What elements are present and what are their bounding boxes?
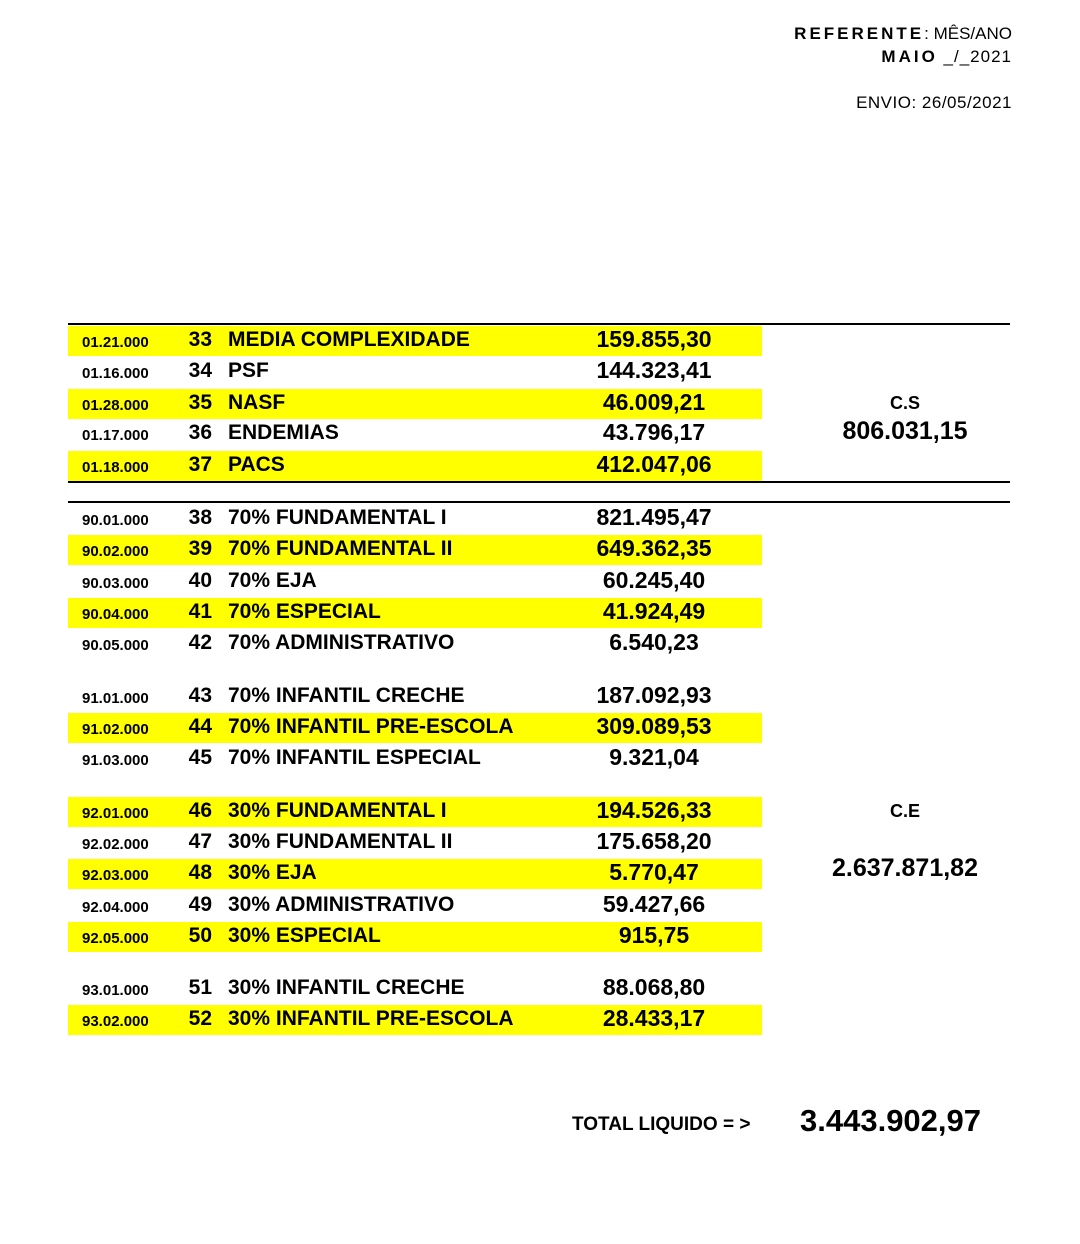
- row-value: 28.433,17: [602, 1005, 706, 1031]
- row-code: 92.03.000: [82, 867, 149, 884]
- row-code: 90.05.000: [82, 637, 149, 654]
- month-label: MAIO: [881, 47, 938, 66]
- row-code: 90.04.000: [82, 606, 149, 623]
- row-name: 30% FUNDAMENTAL I: [228, 799, 447, 822]
- row-name: 70% FUNDAMENTAL II: [228, 537, 453, 560]
- row-name: 70% INFANTIL ESPECIAL: [228, 746, 481, 769]
- month-line: [794, 45, 1012, 68]
- row-name: MEDIA COMPLEXIDADE: [228, 328, 470, 351]
- row-number: 43: [188, 684, 212, 707]
- referente-line: [794, 22, 1012, 45]
- table-row: [68, 326, 762, 356]
- row-code: 93.02.000: [82, 1013, 149, 1030]
- row-code: 92.04.000: [82, 899, 149, 916]
- table-row: [68, 535, 762, 565]
- row-code: 91.03.000: [82, 752, 149, 769]
- group-ce-label: C.E: [889, 801, 920, 821]
- group-ce-total: 2.637.871,82: [832, 854, 978, 882]
- row-code: 01.16.000: [82, 365, 149, 382]
- row-value: 175.658,20: [596, 828, 712, 854]
- row-code: 90.03.000: [82, 575, 149, 592]
- row-name: ENDEMIAS: [228, 421, 339, 444]
- row-code: 91.02.000: [82, 721, 149, 738]
- row-value: 159.855,30: [596, 326, 712, 352]
- row-number: 39: [188, 537, 212, 560]
- row-name: NASF: [228, 391, 286, 414]
- row-number: 38: [188, 506, 212, 529]
- row-number: 41: [188, 600, 212, 623]
- row-number: 49: [188, 893, 212, 916]
- row-name: 30% ADMINISTRATIVO: [228, 893, 455, 916]
- row-value: 187.092,93: [596, 682, 712, 708]
- row-name: 30% EJA: [228, 861, 317, 884]
- row-number: 36: [188, 421, 212, 444]
- row-number: 51: [188, 976, 212, 999]
- referente-rest: : MÊS/ANO: [924, 24, 1012, 43]
- row-value: 43.796,17: [602, 419, 706, 445]
- row-value: 649.362,35: [596, 535, 712, 561]
- row-code: 91.01.000: [82, 690, 149, 707]
- row-value: 88.068,80: [602, 974, 706, 1000]
- row-name: 70% FUNDAMENTAL I: [228, 506, 447, 529]
- row-number: 37: [188, 453, 212, 476]
- group-cs-label: C.S: [889, 393, 920, 413]
- row-number: 45: [188, 746, 212, 769]
- total-value: 3.443.902,97: [800, 1103, 982, 1138]
- table-row: [68, 859, 762, 889]
- row-value: 60.245,40: [602, 567, 706, 593]
- row-value: 6.540,23: [609, 629, 699, 655]
- row-code: 92.01.000: [82, 805, 149, 822]
- row-code: 01.18.000: [82, 459, 149, 476]
- table-row: [68, 567, 762, 597]
- row-number: 50: [188, 924, 212, 947]
- table-row: [68, 598, 762, 628]
- divider-top: [68, 323, 1010, 325]
- row-number: 48: [188, 861, 212, 884]
- row-name: 30% ESPECIAL: [228, 924, 381, 947]
- divider-middle-lower: [68, 501, 1010, 503]
- row-number: 44: [188, 715, 212, 738]
- row-value: 821.495,47: [596, 504, 712, 530]
- row-name: PACS: [228, 453, 285, 476]
- document-header: [794, 22, 1012, 114]
- row-number: 35: [188, 391, 212, 414]
- row-code: 92.02.000: [82, 836, 149, 853]
- row-name: 70% EJA: [228, 569, 317, 592]
- row-value: 412.047,06: [596, 451, 712, 477]
- group-cs-total: 806.031,15: [842, 417, 968, 445]
- row-code: 01.21.000: [82, 334, 149, 351]
- table-row: [68, 357, 762, 387]
- row-name: 70% INFANTIL CRECHE: [228, 684, 465, 707]
- row-value: 9.321,04: [609, 744, 699, 770]
- table-row: [68, 389, 762, 419]
- row-value: 144.323,41: [596, 357, 712, 383]
- row-name: 70% ADMINISTRATIVO: [228, 631, 455, 654]
- row-name: 70% ESPECIAL: [228, 600, 381, 623]
- row-code: 92.05.000: [82, 930, 149, 947]
- row-number: 40: [188, 569, 212, 592]
- row-value: 309.089,53: [596, 713, 712, 739]
- row-value: 5.770,47: [609, 859, 699, 885]
- row-name: 30% FUNDAMENTAL II: [228, 830, 453, 853]
- row-value: 46.009,21: [602, 389, 706, 415]
- row-code: 01.28.000: [82, 397, 149, 414]
- row-number: 52: [188, 1007, 212, 1030]
- row-value: 59.427,66: [602, 891, 706, 917]
- month-rest: _/_2021: [937, 47, 1012, 66]
- row-name: 30% INFANTIL PRE-ESCOLA: [228, 1007, 514, 1030]
- table-row: [68, 797, 762, 827]
- table-row: [68, 682, 762, 712]
- table-row: [68, 713, 762, 743]
- divider-middle-upper: [68, 481, 1010, 483]
- row-number: 42: [188, 631, 212, 654]
- row-code: 90.01.000: [82, 512, 149, 529]
- row-code: 90.02.000: [82, 543, 149, 560]
- table-row: [68, 629, 762, 659]
- table-row: [68, 974, 762, 1004]
- row-value: 41.924,49: [602, 598, 706, 624]
- referente-label: REFERENTE: [794, 24, 925, 43]
- total-label: TOTAL LIQUIDO = >: [572, 1114, 751, 1135]
- row-name: PSF: [228, 359, 269, 382]
- row-name: 30% INFANTIL CRECHE: [228, 976, 465, 999]
- envio-date: ENVIO: 26/05/2021: [856, 93, 1012, 112]
- table-row: [68, 828, 762, 858]
- table-row: [68, 451, 762, 481]
- table-row: [68, 922, 762, 952]
- row-number: 34: [188, 359, 212, 382]
- row-value: 915,75: [618, 922, 690, 948]
- table-row: [68, 891, 762, 921]
- row-name: 70% INFANTIL PRE-ESCOLA: [228, 715, 514, 738]
- table-row: [68, 744, 762, 774]
- table-row: [68, 419, 762, 449]
- row-number: 47: [188, 830, 212, 853]
- table-row: [68, 1005, 762, 1035]
- row-code: 01.17.000: [82, 427, 149, 444]
- row-number: 33: [188, 328, 212, 351]
- row-value: 194.526,33: [596, 797, 712, 823]
- table-row: [68, 504, 762, 534]
- row-code: 93.01.000: [82, 982, 149, 999]
- row-number: 46: [188, 799, 212, 822]
